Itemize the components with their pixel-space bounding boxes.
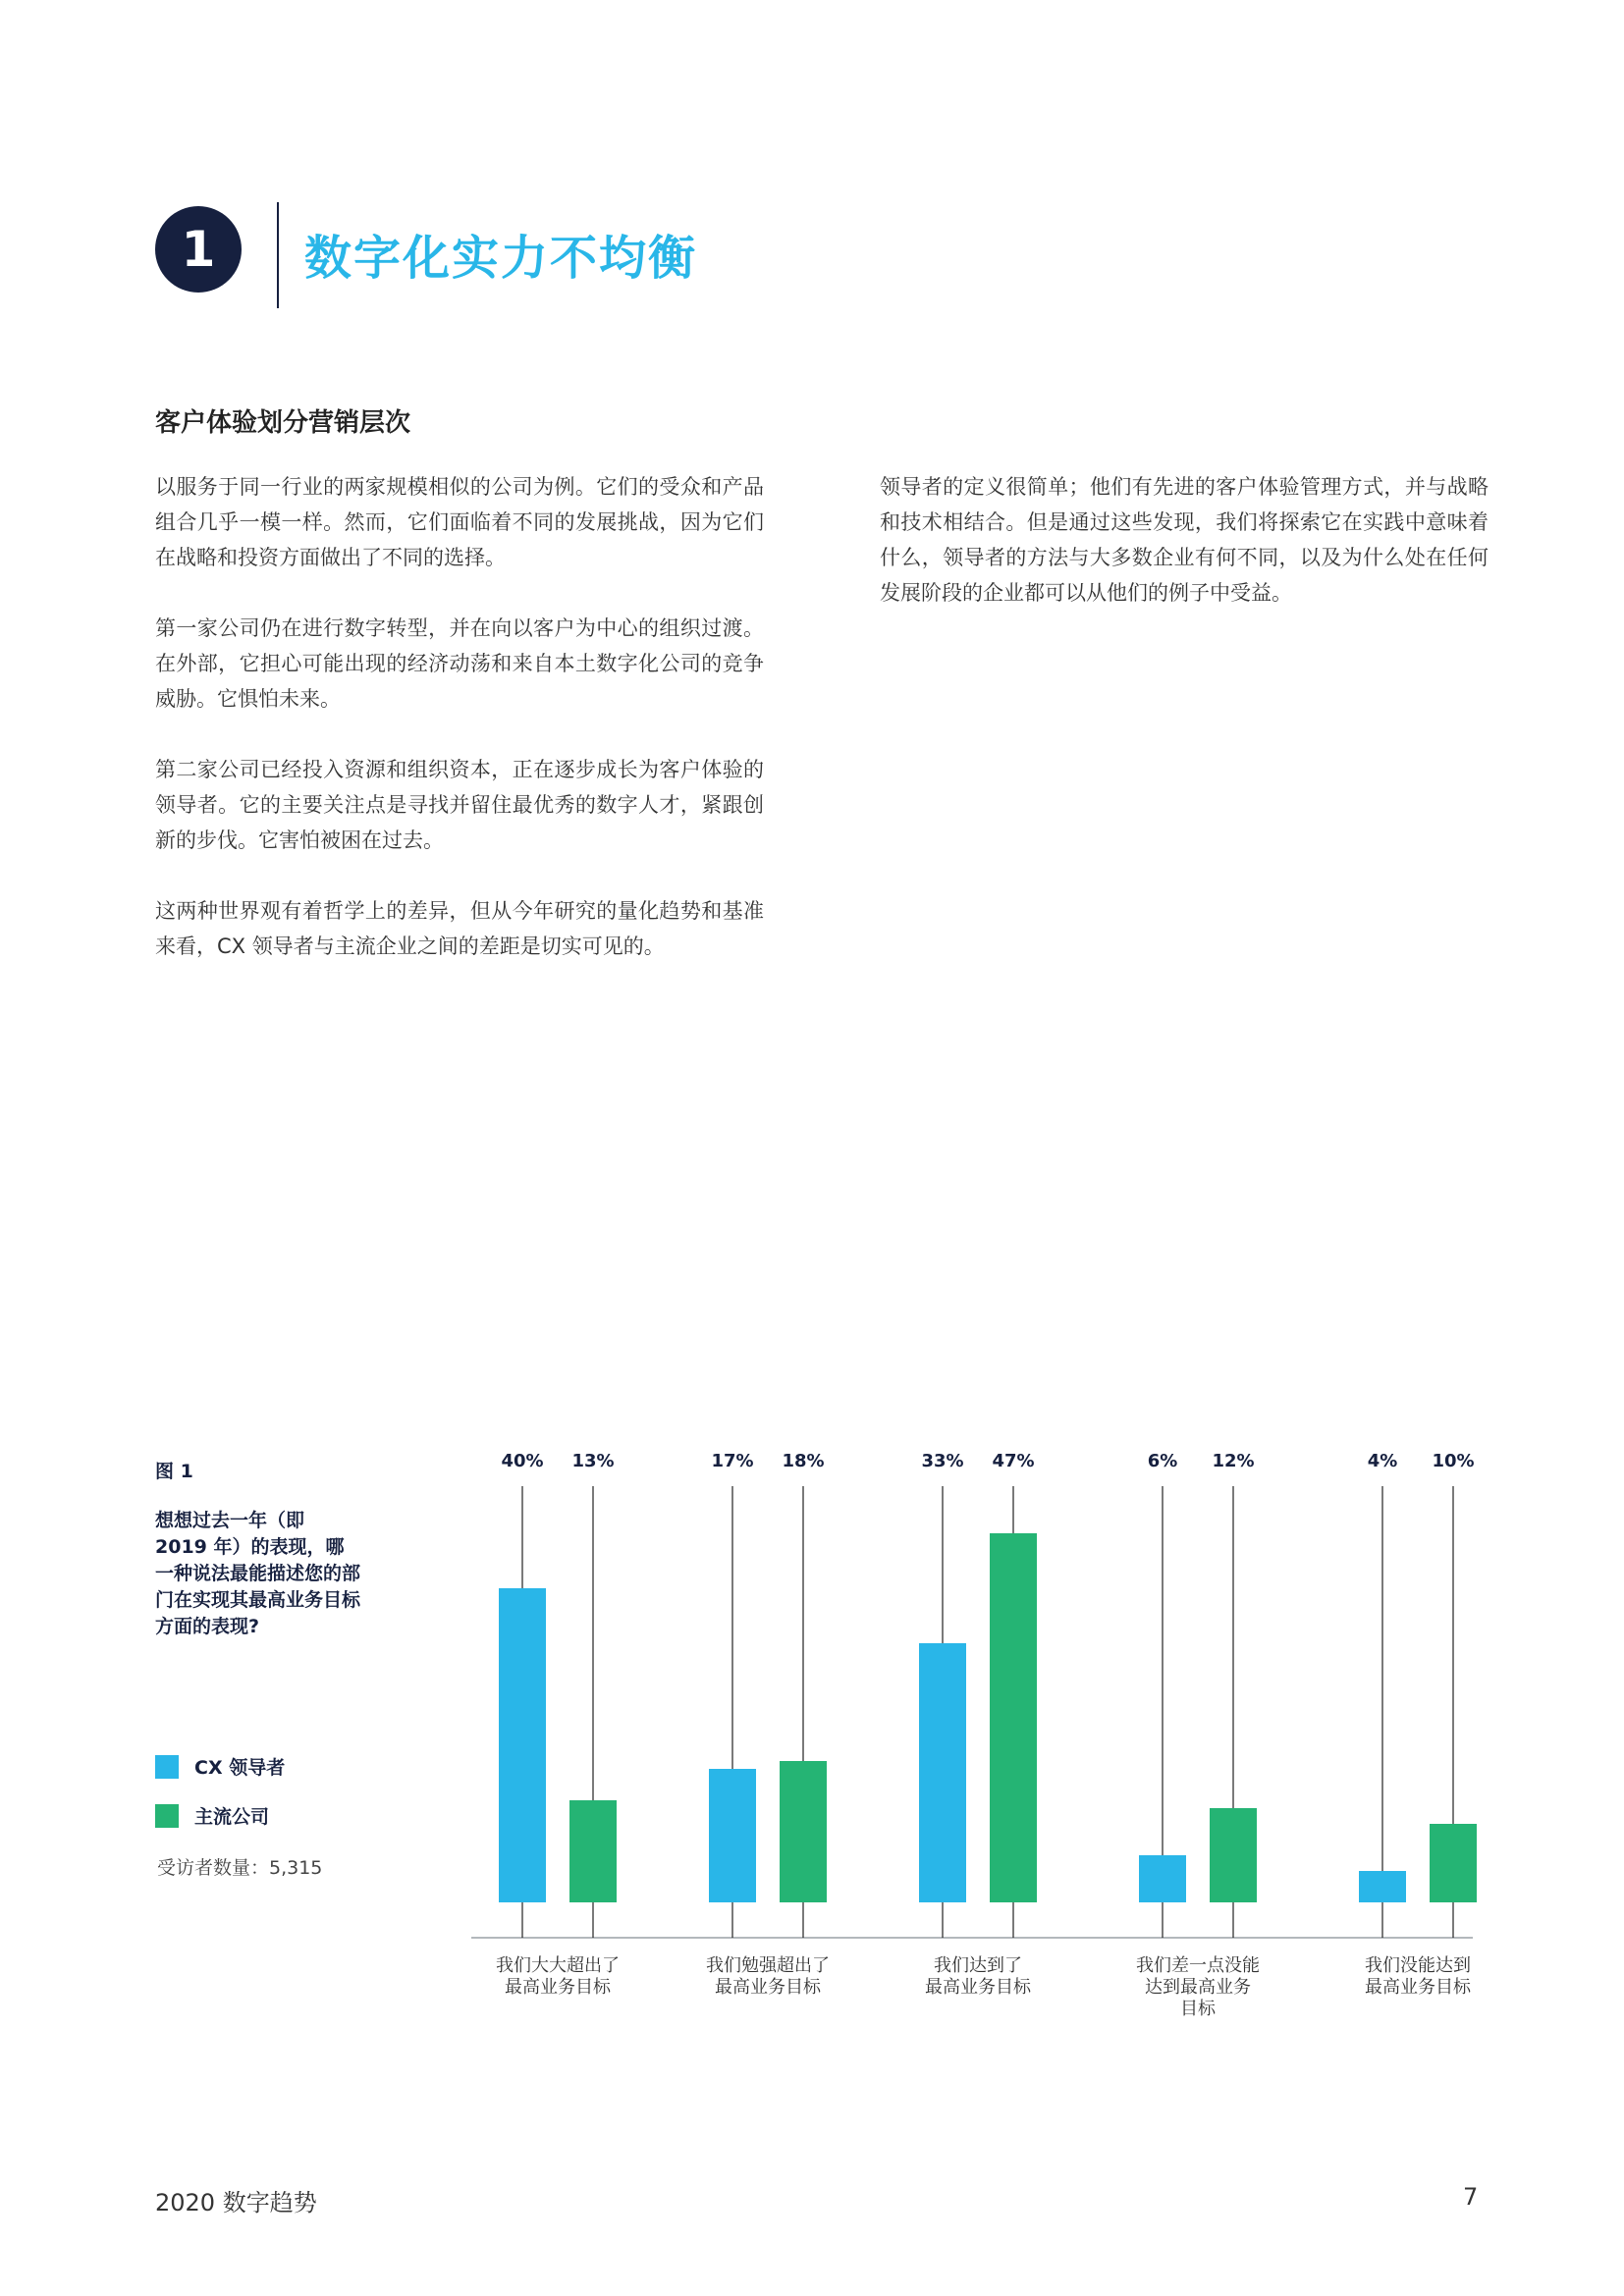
legend-item-mainstream <box>155 1802 269 1829</box>
category-label: 目标 <box>1180 1999 1216 2019</box>
category-label: 我们没能达到 <box>1365 1955 1471 1976</box>
bar-mainstream <box>1210 1808 1257 1902</box>
page-title: 数字化实力不均衡 <box>304 231 698 286</box>
title-divider <box>277 202 279 308</box>
footer-page-number: 7 <box>1463 2183 1479 2211</box>
left-paragraph-4: 这两种世界观有着哲学上的差异，但从今年研究的量化趋势和基准来看，CX 领导者与主流企业之间的差距是切实可见的。 <box>155 899 764 958</box>
category-label: 我们勉强超出了 <box>706 1955 830 1976</box>
legend-swatch-leaders <box>155 1755 179 1779</box>
section-heading: 客户体验划分营销层次 <box>155 408 411 438</box>
data-label: 40% <box>501 1451 544 1471</box>
data-label: 13% <box>571 1451 615 1471</box>
figure-question: 想想过去一年（即 2019 年）的表现，哪一种说法最能描述您的部门在实现其最高业务目标方面的表现? <box>155 1510 361 1637</box>
category-label: 最高业务目标 <box>715 1977 821 1998</box>
category-label: 最高业务目标 <box>925 1977 1031 1998</box>
bar-leaders <box>499 1588 546 1902</box>
left-paragraph-1: 以服务于同一行业的两家规模相似的公司为例。它们的受众和产品组合几乎一模一样。然而，它们面临着不同的发展挑战，因为它们在战略和投资方面做出了不同的选择。 <box>155 475 764 569</box>
left-paragraph-2: 第一家公司仍在进行数字转型，并在向以客户为中心的组织过渡。在外部，它担心可能出现的经济动荡和来自本土数字化公司的竞争威胁。它惧怕未来。 <box>155 616 764 711</box>
data-label: 18% <box>782 1451 825 1471</box>
bar-chart <box>471 1433 1492 2022</box>
data-label: 33% <box>921 1451 964 1471</box>
legend-swatch-mainstream <box>155 1804 179 1828</box>
data-label: 12% <box>1212 1451 1255 1471</box>
figure-label: 图 1 <box>155 1461 193 1482</box>
legend-item-leaders <box>155 1753 285 1780</box>
category-label: 我们达到了 <box>934 1955 1022 1976</box>
category-label: 我们差一点没能 <box>1136 1955 1260 1976</box>
category-label: 达到最高业务 <box>1145 1977 1251 1998</box>
bar-mainstream <box>569 1800 617 1902</box>
legend-label-leaders: CX 领导者 <box>194 1757 286 1779</box>
data-label: 17% <box>711 1451 754 1471</box>
bar-leaders <box>1139 1855 1186 1902</box>
respondent-count: 受访者数量：5,315 <box>157 1857 323 1879</box>
category-label: 最高业务目标 <box>505 1977 611 1998</box>
footer-report-title: 2020 数字趋势 <box>155 2189 317 2216</box>
bar-mainstream <box>780 1761 827 1902</box>
category-label: 最高业务目标 <box>1365 1977 1471 1998</box>
left-paragraph-3: 第二家公司已经投入资源和组织资本，正在逐步成长为客户体验的领导者。它的主要关注点是寻找并留住最优秀的数字人才，紧跟创新的步伐。它害怕被困在过去。 <box>155 758 764 852</box>
bar-leaders <box>1359 1871 1406 1902</box>
data-label: 10% <box>1432 1451 1475 1471</box>
bar-mainstream <box>990 1533 1037 1902</box>
bar-mainstream <box>1430 1824 1477 1902</box>
data-label: 47% <box>992 1451 1035 1471</box>
bar-leaders <box>919 1643 966 1902</box>
bar-leaders <box>709 1769 756 1902</box>
data-label: 4% <box>1367 1451 1398 1471</box>
category-label: 我们大大超出了 <box>496 1955 620 1976</box>
right-paragraph-1: 领导者的定义很简单；他们有先进的客户体验管理方式，并与战略和技术相结合。但是通过这些发现，我们将探索它在实践中意味着什么，领导者的方法与大多数企业有何不同，以及为什么处在任何发展阶段的企业都可以从他们的例子中受益。 <box>880 475 1489 605</box>
data-label: 6% <box>1147 1451 1178 1471</box>
legend-label-mainstream: 主流公司 <box>194 1806 270 1828</box>
section-number-badge: 1 <box>155 206 242 293</box>
